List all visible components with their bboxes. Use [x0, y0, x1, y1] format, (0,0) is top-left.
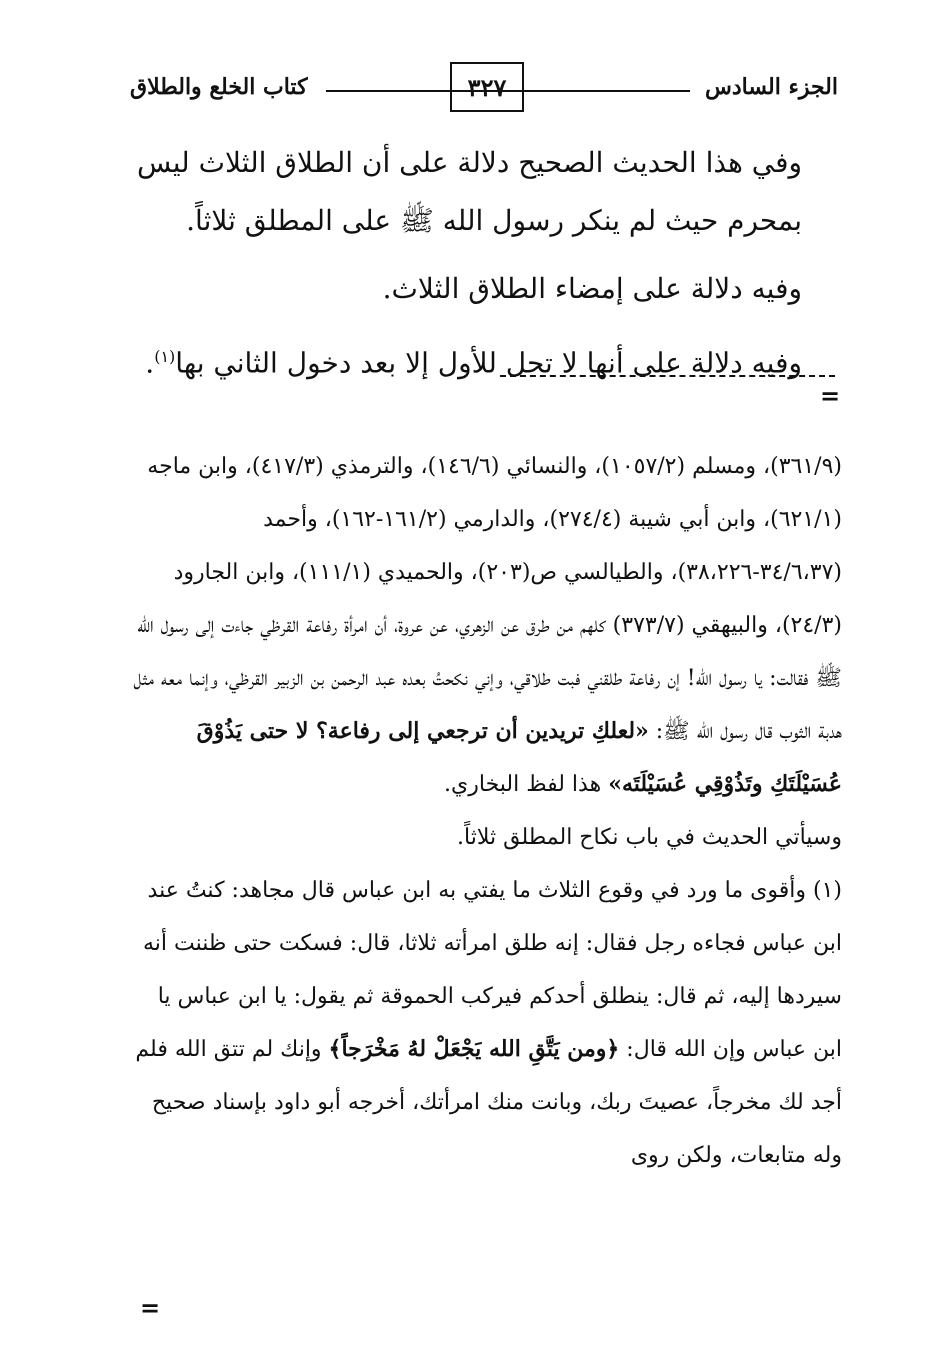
footnote-1-text-b: وإنك لم تتق الله فلم أجد لك مخرجاً، عصيتَ ربك، وبانت منك امرأتك، أخرجه أبو داود بإسناد صحيح وله متابعات، ولكن روى — [135, 1037, 842, 1168]
continuation-mark: = — [140, 1293, 161, 1322]
paragraph-1: وفي هذا الحديث الصحيح دلالة على أن الطلاق الثلاث ليس بمحرم حيث لم ينكر رسول الله ﷺ على المطلق ثلاثاً. — [137, 146, 802, 237]
book-title: كتاب الخلع والطلاق — [130, 74, 308, 100]
footnotes — [130, 440, 842, 1182]
quran-quote: ﴿ومن يَتَّقِ الله يَجْعَلْ لهُ مَخْرَجاً﴾ — [328, 1036, 620, 1062]
footnote-1-number: (١) — [812, 878, 842, 903]
footnote-continuation — [130, 440, 842, 811]
paragraph-3 — [130, 328, 842, 392]
paragraph-2: وفيه دلالة على إمضاء الطلاق الثلاث. — [382, 272, 802, 305]
footnote-continuation-tail: هذا لفظ البخاري. — [444, 772, 609, 797]
separator-mark: = — [820, 381, 841, 410]
page-number: ٣٢٧ — [450, 62, 524, 112]
footnote-continuation-text: (٣٦١/٩)، ومسلم (١٠٥٧/٢)، والنسائي (١٤٦/٦)، والترمذي (٤١٧/٣)، وابن ماجه (٦٢١/١)، وابن أبي شيبة (٢٧٤/٤)، والدارمي (١٦١/٢-١٦٢)، وأحمد (٣٤/٦،٣٧-٣٨،٢٢٦)، والطيالسي ص(٢٠٣)، والحميدي (١١١/١)، وابن الجارود (٢٤/٣)، والبيهقي (٣٧٣/٧) كلهم من طرق عن الزهري، عن عروة، أن امرأة رفاعة القرظي جاءت إلى رسول الله ﷺ فقالت: يا رسول الله! إن رفاعة طلقني فبت طلاقي، وإني نكحتُ بعده عبد الرحمن بن الزبير القرظي، وإنما معه مثل هدبة الثوب قال رسول الله ﷺ: — [133, 454, 842, 744]
page-header — [130, 62, 840, 116]
main-text — [130, 134, 842, 402]
hadith-quote: «لعلكِ تريدين أن ترجعي إلى رفاعة؟ لا حتى يَذُوْقَ عُسَيْلَتَكِ وتَذُوْقِي عُسَيْلَتَه» — [196, 718, 842, 797]
footnote-1-text-a: وأقوى ما ورد في وقوع الثلاث ما يفتي به ابن عباس قال مجاهد: كنتُ عند ابن عباس فجاءه رجل فقال: إنه طلق امرأته ثلاثا، قال: فسكت حتى ظننت أنه سيردها إليه، ثم قال: ينطلق أحدكم فيركب الحموقة ثم يقول: يا ابن عباس يا ابن عباس وإن الله قال: — [142, 878, 842, 1062]
header-rule-left — [326, 90, 571, 92]
footnote-ref-1: (١) — [154, 347, 176, 366]
part-title: الجزء السادس — [705, 74, 838, 100]
header-rule-right — [555, 90, 690, 92]
footnote-separator — [500, 375, 835, 377]
footnote-1 — [130, 864, 842, 1182]
footnote-continuation-last: وسيأتي الحديث في باب نكاح المطلق ثلاثاً. — [457, 825, 842, 850]
paragraph-3-text: وفيه دلالة على أنها لا تحل للأول إلا بعد دخول الثاني بها — [175, 346, 802, 380]
paragraph-3-end: . — [145, 346, 155, 380]
